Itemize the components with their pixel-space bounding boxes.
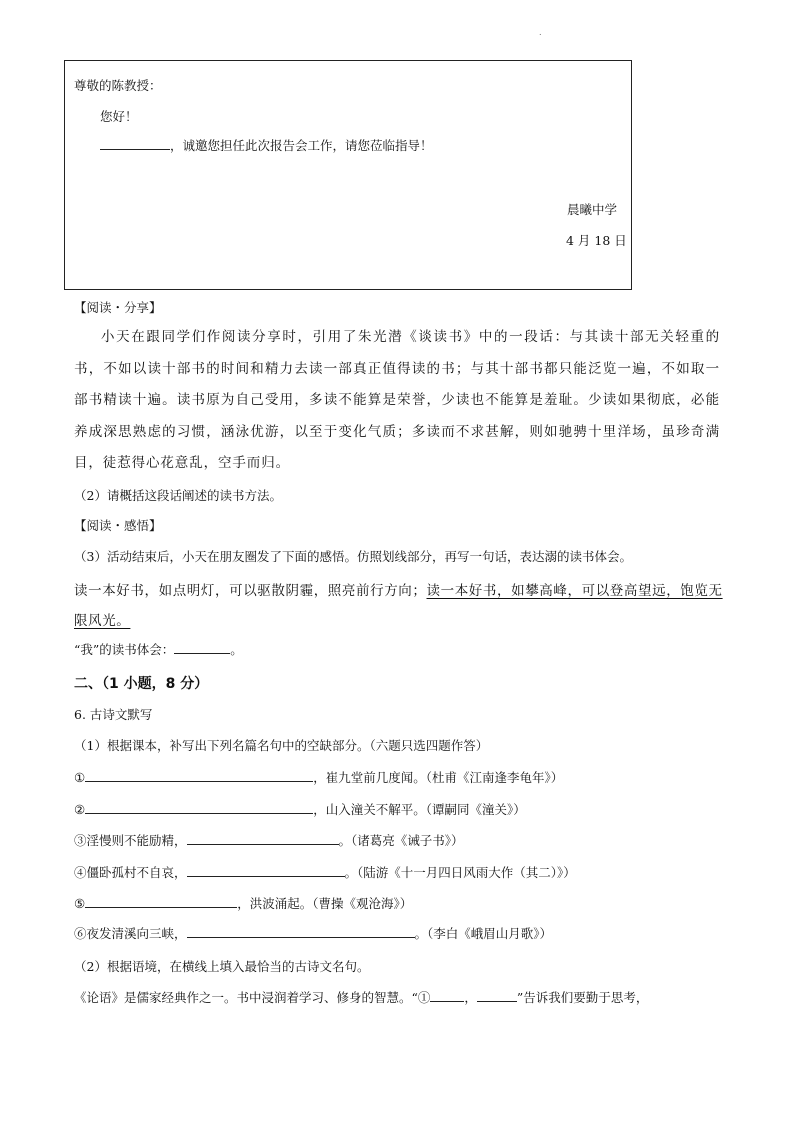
q6-2-text (74, 988, 648, 1006)
poem-item-6-text: 。（李白《峨眉山月歌》） (414, 926, 553, 941)
poem-item-5-blank[interactable] (85, 895, 237, 908)
letter-salutation: 尊敬的陈教授： (74, 78, 162, 93)
header-dot: . (539, 28, 542, 37)
poem-item-6-blank[interactable] (187, 925, 415, 938)
poem-item-4-num: ④僵卧孤村不自哀， (74, 865, 187, 880)
feel-heading: 【阅读・感悟】 (74, 518, 162, 533)
feel-sample-underlined-2: 限风光。 (74, 613, 131, 629)
poem-item-3-blank[interactable] (187, 832, 339, 845)
feel-question: （3）活动结束后，小天在朋友圈发了下面的感悟。仿照划线部分，再写一句话，表达溺的读书体会。 (74, 549, 632, 564)
letter-greeting: 您好！ (100, 109, 138, 124)
q6-2-text-a: 《论语》是儒家经典作之一。书中浸润着学习、修身的智慧。“① (74, 990, 431, 1005)
feel-sample-line-2 (74, 609, 130, 629)
poem-item-2-num: ② (74, 802, 86, 817)
q6-2-blank-2[interactable] (477, 989, 517, 1002)
poem-item-5 (74, 894, 412, 912)
poem-item-3 (74, 831, 464, 849)
poem-item-1-num: ① (74, 770, 86, 785)
q6-title: 6. 古诗文默写 (74, 707, 153, 722)
letter-date: 4 月 18 日 (566, 233, 627, 248)
feel-sample-underlined-1: 读一本好书，如攀高峰，可以登高望远，饱览无 (426, 583, 723, 599)
poem-item-2 (74, 800, 526, 818)
poem-item-4-blank[interactable] (187, 864, 345, 877)
my-feeling-end: 。 (230, 642, 243, 657)
q6-2-text-c: ”告诉我们要勤于思考， (516, 990, 649, 1005)
poem-item-2-text: ，山入潼关不解平。（谭嗣同《潼关》） (313, 802, 526, 817)
my-feeling-line (74, 640, 243, 658)
poem-item-5-text: ，洪波涌起。（曹操《观沧海》） (237, 896, 413, 911)
poem-item-2-blank[interactable] (85, 801, 313, 814)
share-heading: 【阅读・分享】 (74, 300, 162, 315)
letter-signer: 晨曦中学 (567, 202, 618, 217)
q6-2-intro: （2）根据语境，在横线上填入最恰当的古诗文名句。 (74, 959, 370, 974)
poem-item-1-blank[interactable] (85, 769, 313, 782)
letter-blank[interactable] (100, 137, 170, 150)
poem-item-5-num: ⑤ (74, 896, 86, 911)
poem-item-3-text: 。（诸葛亮《诫子书》） (338, 833, 464, 848)
poem-item-4-text: 。（陆游《十一月四日风雨大作（其二）》） (344, 865, 576, 880)
poem-item-3-num: ③淫慢则不能励精， (74, 833, 187, 848)
poem-item-1 (74, 768, 563, 786)
share-question: （2）请概括这段话阐述的读书方法。 (74, 488, 282, 503)
invitation-letter-box (64, 60, 632, 290)
poem-item-4 (74, 863, 576, 881)
poem-item-1-text: ，崔九堂前几度闻。（杜甫《江南逢李龟年》） (313, 770, 564, 785)
letter-invite-line (100, 136, 433, 154)
poem-item-6-num: ⑥夜发清溪向三峡， (74, 926, 187, 941)
feel-sample-plain: 读一本好书，如点明灯，可以驱散阴霾，照亮前行方向； (74, 583, 427, 599)
my-feeling-label: “我”的读书体会： (74, 642, 175, 657)
my-feeling-blank[interactable] (174, 641, 230, 654)
feel-sample-line-1 (74, 579, 723, 599)
part-two-title: 二、（1 小题，8 分） (74, 676, 209, 692)
share-paragraph: 小天在跟同学们作阅读分享时，引用了朱光潜《谈读书》中的一段话：与其读十部无关轻重的书，不如以读十部书的时间和精力去读一部真正值得读的书；与其十部书都只能泛览一遍，不如取一部书精读十遍。读书原为自己受用，多读不能算是荣誉，少读也不能算是羞耻。少读如果彻底，必能养成深思熟虑的习惯，涵泳优游，以至于变化气质；多读而不求甚解，则如驰骋十里洋场，虽珍奇满目，徒惹得心花意乱，空手而归。 (74, 329, 720, 471)
poem-item-6 (74, 924, 552, 942)
q6-2-text-b: ， (464, 990, 477, 1005)
q6-1-intro: （1）根据课本，补写出下列名篇名句中的空缺部分。（六题只选四题作答） (74, 738, 489, 753)
letter-invite-text: ，诚邀您担任此次报告会工作，请您莅临指导！ (170, 138, 433, 153)
q6-2-blank-1[interactable] (430, 989, 464, 1002)
